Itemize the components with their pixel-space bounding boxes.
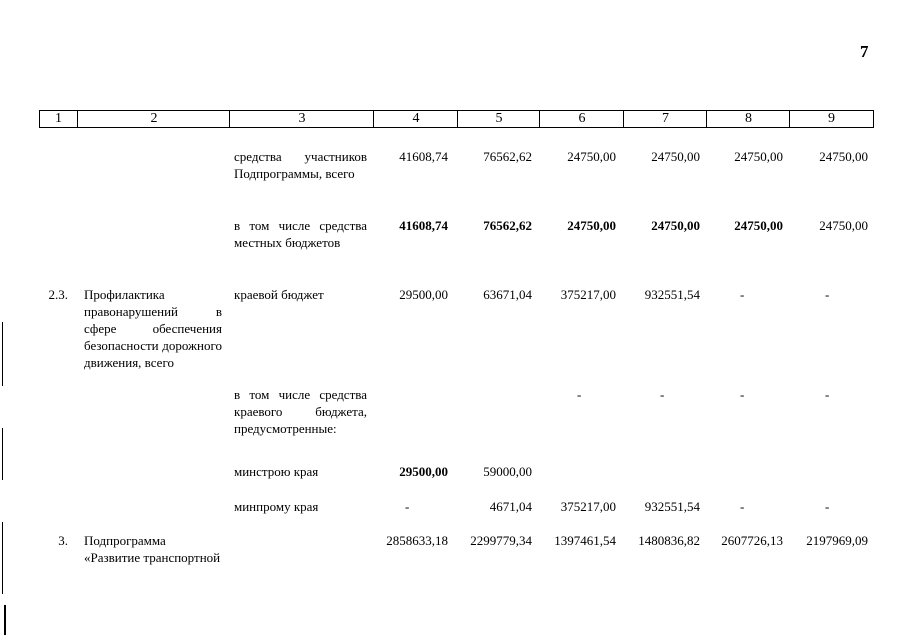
cell-col-9: - <box>825 499 830 514</box>
header-col-2: 2 <box>77 111 230 127</box>
cell-col-8: - <box>740 287 745 302</box>
cell-col-8: - <box>740 499 745 514</box>
header-col-4: 4 <box>373 111 458 127</box>
cell-col-8: 24750,00 <box>734 218 783 233</box>
header-col-1: 1 <box>55 111 62 126</box>
cell-col-4: - <box>405 499 410 514</box>
table-header-row <box>39 110 874 128</box>
row-description: в том числе средства краевого бюджета, предусмотренные: <box>234 387 367 436</box>
cell-col-8: 24750,00 <box>734 149 783 164</box>
cell-col-7: 24750,00 <box>651 149 700 164</box>
cell-col-9: - <box>825 387 830 402</box>
cell-col-9: - <box>825 287 830 302</box>
cell-col-4: 2858633,18 <box>386 533 448 548</box>
scan-margin-mark <box>2 522 3 594</box>
cell-col-5: 59000,00 <box>483 464 532 479</box>
cell-col-7: 932551,54 <box>644 499 700 514</box>
row-name: Профилактика правонарушений в сфере обеспечения безопасности дорожного движения, всего <box>84 287 222 370</box>
cell-col-5: 63671,04 <box>483 287 532 302</box>
header-col-5: 5 <box>457 111 540 127</box>
cell-col-9: 24750,00 <box>819 218 868 233</box>
cell-col-7: - <box>660 387 665 402</box>
row-description: минпрому края <box>234 499 319 514</box>
cell-col-6: 24750,00 <box>567 218 616 233</box>
cell-col-5: 2299779,34 <box>470 533 532 548</box>
cell-col-6: - <box>577 387 582 402</box>
header-col-9: 9 <box>789 111 873 127</box>
row-name: Подпрограмма «Развитие транспортной <box>84 533 221 565</box>
cell-col-5: 4671,04 <box>489 499 532 514</box>
header-col-6: 6 <box>539 111 624 127</box>
row-description: средства участников Подпрограммы, всего <box>234 149 367 181</box>
header-col-8: 8 <box>706 111 790 127</box>
row-number: 3. <box>58 533 68 548</box>
page-number: 7 <box>860 42 869 61</box>
cell-col-6: 24750,00 <box>567 149 616 164</box>
row-description: краевой бюджет <box>234 287 324 302</box>
cell-col-4: 29500,00 <box>399 287 448 302</box>
row-description: минстрою края <box>234 464 319 479</box>
cell-col-9: 24750,00 <box>819 149 868 164</box>
cell-col-8: 2607726,13 <box>721 533 783 548</box>
cell-col-4: 29500,00 <box>399 464 448 479</box>
cell-col-5: 76562,62 <box>483 149 532 164</box>
cell-col-4: 41608,74 <box>399 218 448 233</box>
row-description: в том числе средства местных бюджетов <box>234 218 367 250</box>
row-number: 2.3. <box>48 287 68 302</box>
cell-col-8: - <box>740 387 745 402</box>
cell-col-7: 932551,54 <box>644 287 700 302</box>
scan-margin-mark <box>2 428 3 480</box>
cell-col-9: 2197969,09 <box>806 533 868 548</box>
cell-col-4: 41608,74 <box>399 149 448 164</box>
cell-col-6: 375217,00 <box>560 499 616 514</box>
cell-col-7: 1480836,82 <box>638 533 700 548</box>
scan-margin-mark <box>4 605 6 635</box>
cell-col-6: 375217,00 <box>560 287 616 302</box>
scan-margin-mark <box>2 322 3 386</box>
header-col-3: 3 <box>229 111 374 127</box>
cell-col-5: 76562,62 <box>483 218 532 233</box>
cell-col-6: 1397461,54 <box>554 533 616 548</box>
cell-col-7: 24750,00 <box>651 218 700 233</box>
header-col-7: 7 <box>623 111 707 127</box>
